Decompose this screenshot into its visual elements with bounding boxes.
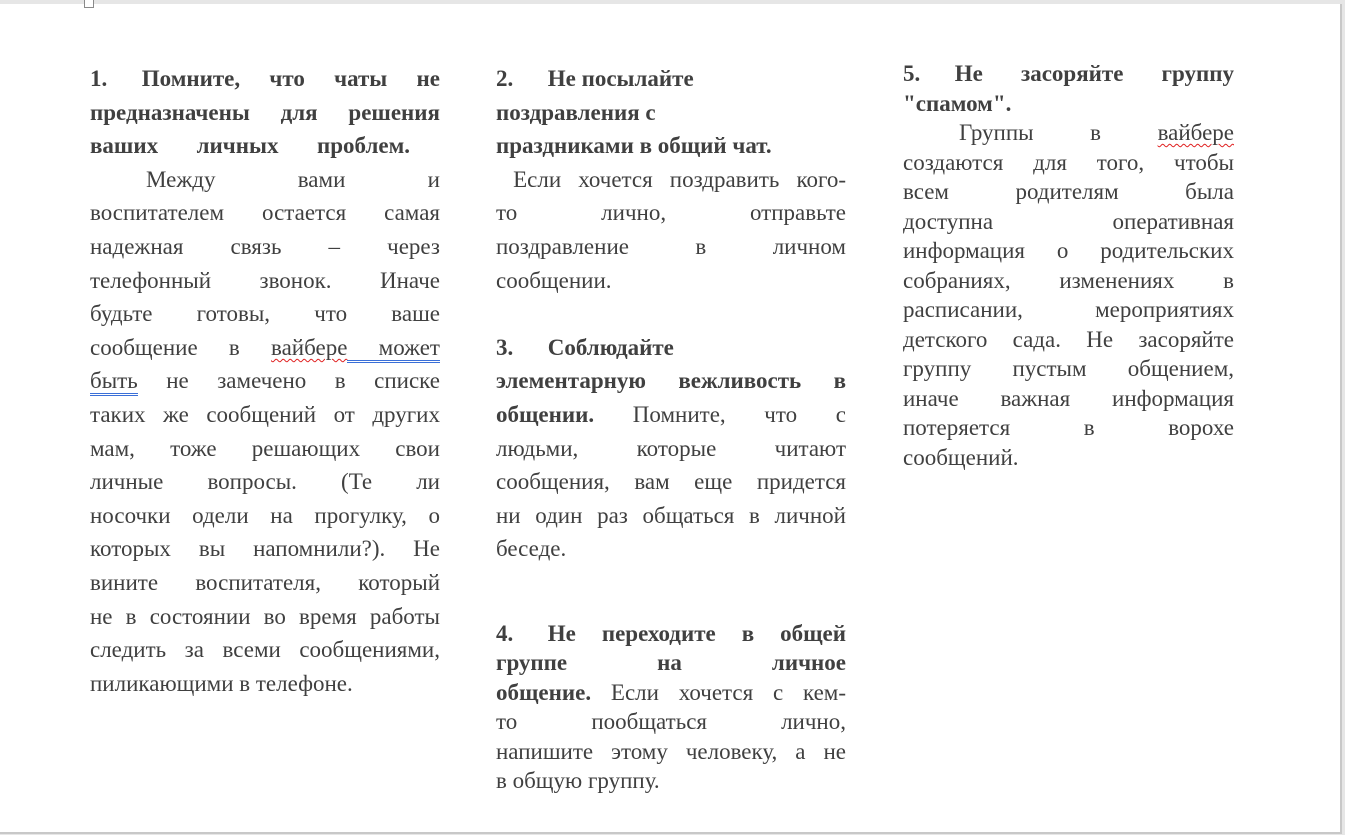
rule-1-body-line: Между вами и (146, 166, 440, 192)
text-run-bold: общении. (496, 401, 595, 427)
rule-5-body-line: потеряется в ворохе (903, 415, 1234, 440)
rule-4-body-line: напишите этому человеку, а не (496, 738, 846, 764)
rule-2-body-line: сообщении. (496, 267, 612, 293)
text-run-bold: общение. (496, 679, 592, 705)
column-2 (496, 62, 846, 796)
rule-3-heading-line: 3. Соблюдайте (496, 334, 674, 360)
rule-5-body-line: создаются для того, чтобы (903, 149, 1234, 175)
rule-5-body-line: всем родителям была (903, 179, 1234, 204)
text-run: Группы в (959, 120, 1158, 145)
rule-3-body-line: людьми, которые читают (496, 435, 846, 461)
rule-5-heading-line: 5. Не засоряйте группу (903, 61, 1234, 86)
rule-4-heading-line: 4. Не переходите в общей (496, 620, 846, 646)
rule-3-body-line: сообщения, вам еще придется (496, 469, 846, 495)
rule-5-body-line: группу пустым общением, (903, 356, 1234, 381)
rule-1-body-line: следить за всеми сообщениями, (90, 637, 440, 663)
rule-1-body-line: не в состоянии во время работы (90, 603, 440, 629)
rule-1-body-line: будьте готовы, что ваше (90, 301, 440, 327)
grammar-error-word[interactable]: быть (90, 368, 138, 396)
rule-2-body-line: поздравление в личном (496, 233, 846, 259)
rule-1-body-line: воспитателем остается самая (90, 200, 440, 226)
rule-1-body-line: мам, тоже решающих свои (90, 435, 440, 461)
text-run: Если хочется с кем- (591, 679, 846, 705)
rule-2-body-line: Если хочется поздравить кого- (496, 166, 846, 192)
rule-1-body-line: таких же сообщений от других (90, 401, 440, 427)
text-run: Помните, что с (594, 401, 846, 427)
rule-5-heading-line: "спамом". (903, 90, 1012, 116)
rule-1-body-line: которых вы напомнили?). Не (90, 536, 440, 562)
rule-1-body-line (90, 331, 440, 365)
rule-4-heading-line: группе на личное (496, 650, 846, 676)
rule-5-body-line: информация о родительских (903, 238, 1234, 263)
rule-4-block (496, 619, 846, 796)
rule-5-body-line: иначе важная информация (903, 385, 1234, 411)
rule-3-heading-line: элементарную вежливость в (496, 368, 846, 394)
spelling-error-word[interactable]: вайбере (1157, 120, 1234, 145)
rule-4-body-line: то пообщаться лично, (496, 709, 846, 735)
rule-1-body-line: личные вопросы. (Те ли (90, 469, 440, 495)
rule-2-heading-line: 2. Не посылайте (496, 66, 694, 91)
text-run: сообщение в (90, 334, 272, 360)
rule-5-body-line: расписании, мероприятиях (903, 297, 1234, 322)
margin-corner-mark (84, 0, 94, 8)
rule-1-body-line: телефонный звонок. Иначе (90, 267, 440, 293)
rule-3-body-line: беседе. (496, 536, 567, 562)
paragraph-gap (496, 566, 846, 619)
rule-4-body-line: в общую группу. (496, 768, 660, 794)
text-run: не замечено в списке (137, 368, 440, 394)
rule-1-heading-line: предназначены для решения (90, 99, 440, 125)
rule-2-heading-line: поздравления с (496, 99, 656, 125)
rule-1-body-line: носочки одели на прогулку, о (90, 502, 440, 528)
rule-1-body-line (90, 364, 440, 398)
rule-5-body-line (903, 118, 1234, 148)
rule-1-body-line: вините воспитателя, который (90, 569, 440, 595)
rule-1-heading-line: 1. Помните, что чаты не (90, 66, 440, 91)
rule-1-heading-line: ваших личных проблем. (90, 133, 410, 159)
rule-3-body-line (496, 398, 846, 432)
rule-5-body-line: собраниях, изменениях в (903, 267, 1234, 293)
column-3 (903, 59, 1234, 472)
rule-5-body-line: доступна оперативная (903, 208, 1234, 234)
rule-2-body-line: то лично, отправьте (496, 200, 846, 226)
paragraph-gap (496, 297, 846, 331)
grammar-error-word[interactable]: может (347, 335, 440, 363)
rule-5-body-line: сообщений. (903, 444, 1019, 470)
rule-2-heading-line: праздниками в общий чат. (496, 133, 772, 159)
rule-4-body-line (496, 678, 846, 708)
column-1 (90, 62, 440, 700)
document-page[interactable] (0, 4, 1342, 834)
rule-3-body-line: ни один раз общаться в личной (496, 502, 846, 528)
spelling-error-word[interactable]: вайбере (271, 334, 348, 360)
rule-1-body-line: надежная связь – через (90, 233, 440, 259)
rule-5-body-line: детского сада. Не засоряйте (903, 326, 1234, 352)
rule-1-body-line: пиликающими в телефоне. (90, 670, 353, 696)
